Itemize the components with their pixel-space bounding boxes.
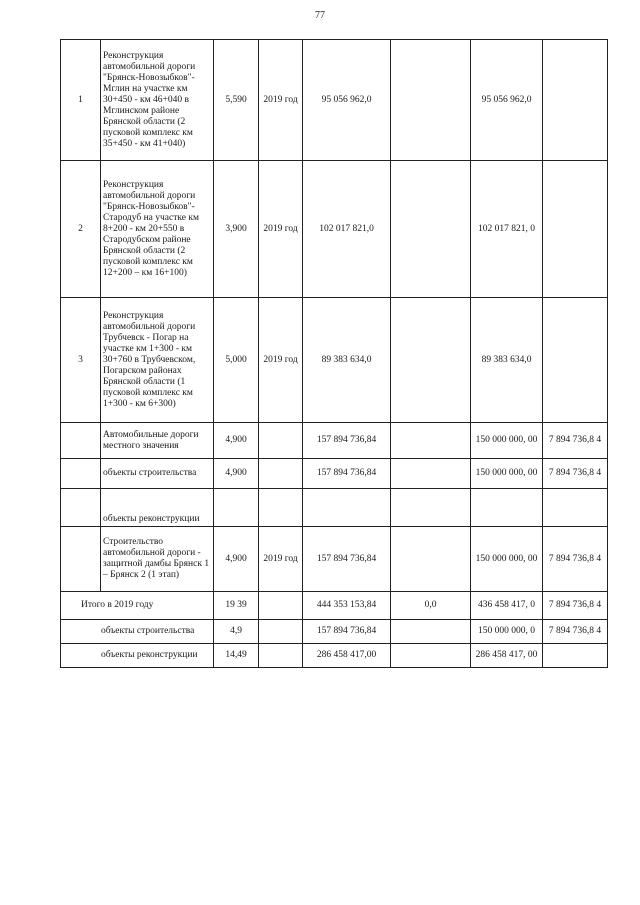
row-number: 2 [61,161,101,298]
length-km: 5,000 [214,298,259,423]
total-label: объекты строительства [61,620,214,644]
total-amount: 89 383 634,0 [303,298,391,423]
local-amount [543,644,608,668]
federal-amount [391,527,471,592]
local-amount: 7 894 736,8 4 [543,592,608,620]
local-amount: 7 894 736,8 4 [543,423,608,459]
total-amount: 157 894 736,84 [303,423,391,459]
year: 2019 год [259,298,303,423]
length-km: 19 39 [214,592,259,620]
length-km: 3,900 [214,161,259,298]
total-row [61,620,608,644]
total-amount: 102 017 821,0 [303,161,391,298]
total-amount: 444 353 153,84 [303,592,391,620]
length-km: 14,49 [214,644,259,668]
local-amount [543,161,608,298]
object-name: объекты реконструкции [101,489,214,527]
year [259,459,303,489]
local-amount [543,40,608,161]
length-km: 4,900 [214,527,259,592]
regional-amount: 95 056 962,0 [471,40,543,161]
year [259,644,303,668]
length-km: 4,900 [214,459,259,489]
regional-amount: 436 458 417, 0 [471,592,543,620]
regional-amount: 150 000 000, 00 [471,527,543,592]
year [259,620,303,644]
year: 2019 год [259,40,303,161]
row-number: 3 [61,298,101,423]
regional-amount: 286 458 417, 00 [471,644,543,668]
local-amount: 7 894 736,8 4 [543,459,608,489]
federal-amount [391,489,471,527]
total-amount [303,489,391,527]
federal-amount [391,620,471,644]
year [259,592,303,620]
object-name: Реконструкция автомобильной дороги "Брянск-Новозыбков"-Мглин на участке км 30+450 - км 46+040 в Мглинском районе Брянской области (2 пусковой комплекс км 35+450 - км 41+040) [101,40,214,161]
local-amount: 7 894 736,8 4 [543,620,608,644]
local-amount [543,298,608,423]
year: 2019 год [259,161,303,298]
total-label: Итого в 2019 году [61,592,214,620]
federal-amount [391,644,471,668]
table-row [61,40,608,161]
regional-amount: 102 017 821, 0 [471,161,543,298]
row-number: 1 [61,40,101,161]
row-number [61,459,101,489]
year [259,489,303,527]
total-row [61,644,608,668]
object-name: Автомобильные дороги местного значения [101,423,214,459]
local-amount [543,489,608,527]
object-name: Реконструкция автомобильной дороги Трубчевск - Погар на участке км 1+300 - км 30+760 в Трубчевском, Погарском районах Брянской области (1 пусковой комплекс км 1+300 - км 6+300) [101,298,214,423]
length-km: 4,9 [214,620,259,644]
total-amount: 157 894 736,84 [303,527,391,592]
object-name: объекты строительства [101,459,214,489]
year [259,423,303,459]
federal-amount: 0,0 [391,592,471,620]
total-amount: 95 056 962,0 [303,40,391,161]
table-row [61,423,608,459]
object-name: Реконструкция автомобильной дороги "Брянск-Новозыбков"-Стародуб на участке км 8+200 - км 20+550 в Стародубском районе Брянской области (2 пусковой комплекс км 12+200 – км 16+100) [101,161,214,298]
table-row [61,527,608,592]
total-row [61,592,608,620]
page-number: 77 [315,10,325,21]
regional-amount [471,489,543,527]
regional-amount: 150 000 000, 00 [471,459,543,489]
table-row [61,459,608,489]
regional-amount: 89 383 634,0 [471,298,543,423]
table-row [61,489,608,527]
total-amount: 286 458 417,00 [303,644,391,668]
total-amount: 157 894 736,84 [303,620,391,644]
federal-amount [391,161,471,298]
federal-amount [391,40,471,161]
object-name: Строительство автомобильной дороги - защитной дамбы Брянск 1 – Брянск 2 (1 этап) [101,527,214,592]
federal-amount [391,459,471,489]
row-number [61,527,101,592]
row-number [61,423,101,459]
length-km: 5,590 [214,40,259,161]
regional-amount: 150 000 000, 0 [471,620,543,644]
table-row [61,298,608,423]
total-amount: 157 894 736,84 [303,459,391,489]
year: 2019 год [259,527,303,592]
length-km [214,489,259,527]
federal-amount [391,298,471,423]
total-label: объекты реконструкции [61,644,214,668]
road-works-table [60,39,608,668]
regional-amount: 150 000 000, 00 [471,423,543,459]
federal-amount [391,423,471,459]
length-km: 4,900 [214,423,259,459]
row-number [61,489,101,527]
local-amount: 7 894 736,8 4 [543,527,608,592]
table-row [61,161,608,298]
